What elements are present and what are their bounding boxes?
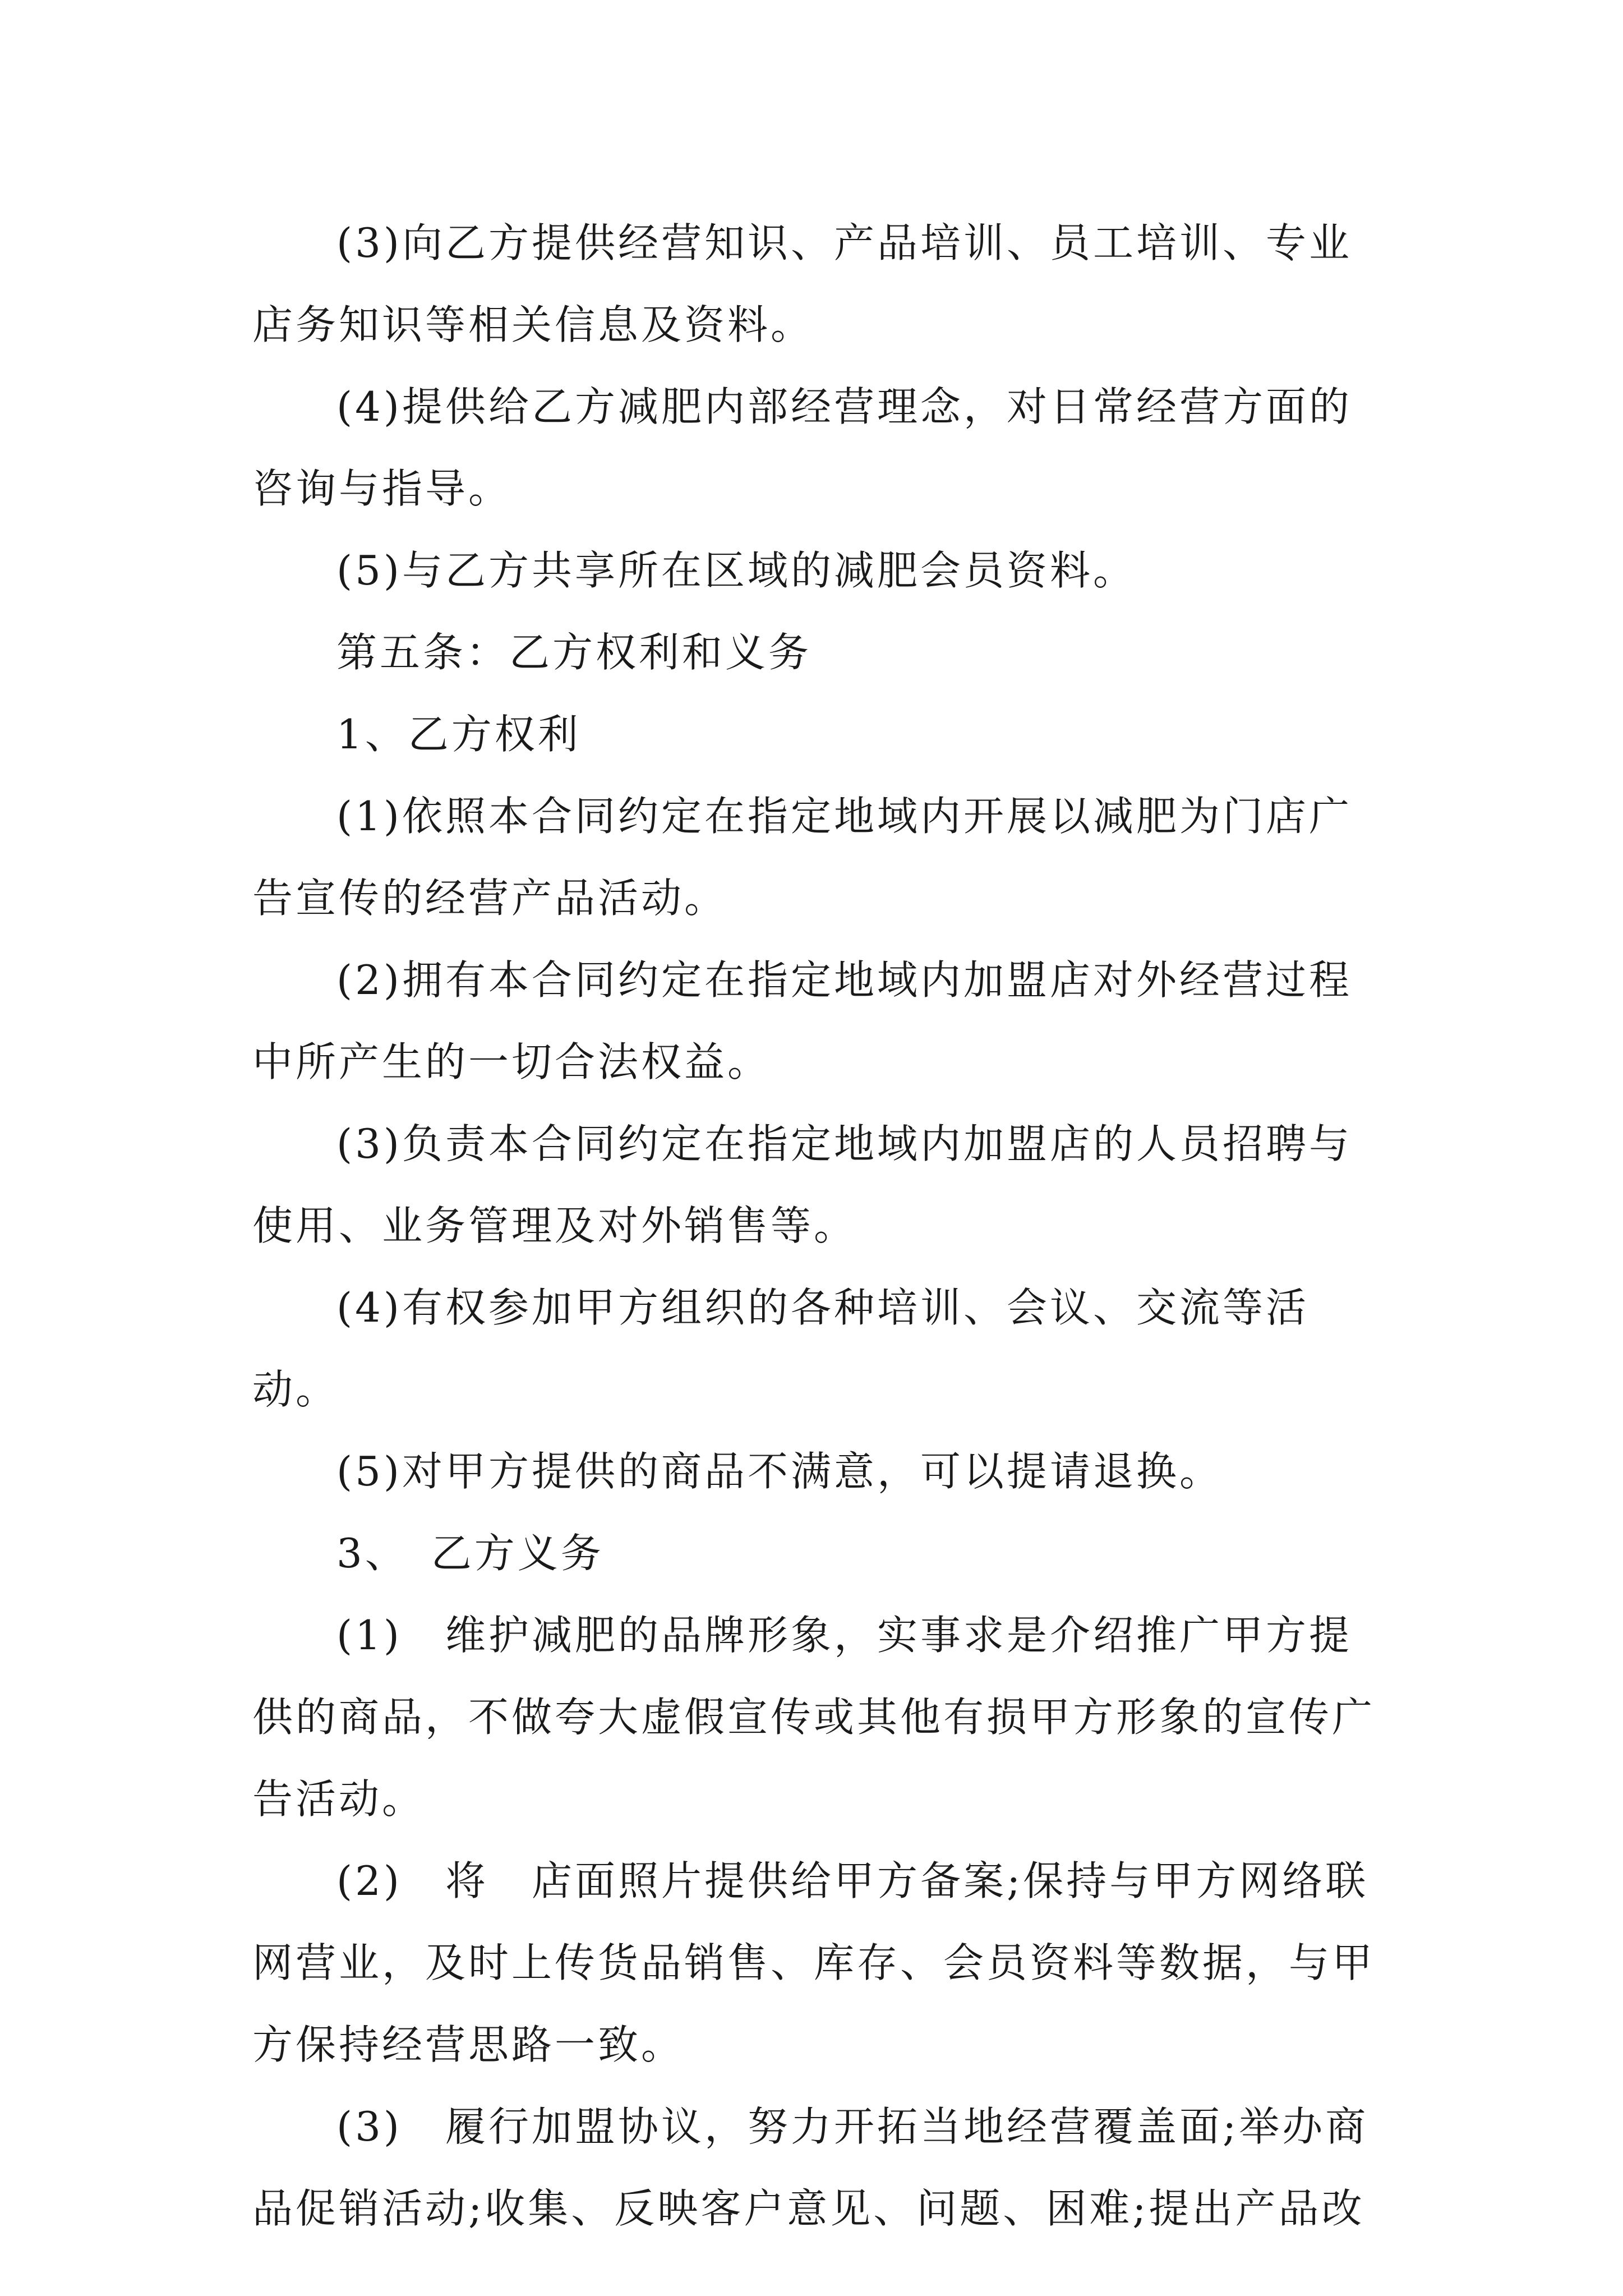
subsection-heading: 3、 乙方义务	[336, 1530, 604, 1577]
paragraph: (5)对甲方提供的商品不满意，可以提请退换。	[336, 1448, 1223, 1495]
paragraph: (5)与乙方共享所在区域的减肥会员资料。	[336, 547, 1136, 594]
paragraph: (4)提供给乙方减肥内部经营理念，对日常经营方面的咨询与指导。	[252, 383, 1352, 512]
subsection-heading: 1、乙方权利	[336, 711, 581, 758]
paragraph: (2)拥有本合同约定在指定地域内加盟店对外经营过程中所产生的一切合法权益。	[252, 956, 1352, 1085]
paragraph: (1)依照本合同约定在指定地域内开展以减肥为门店广告宣传的经营产品活动。	[252, 793, 1352, 922]
paragraph: (3) 履行加盟协议，努力开拓当地经营覆盖面;举办商品促销活动;收集、反映客户意见、问题、困难;提出产品改	[252, 2103, 1369, 2232]
paragraph: (4)有权参加甲方组织的各种培训、会议、交流等活动。	[252, 1284, 1309, 1413]
paragraph: (3)向乙方提供经营知识、产品培训、员工培训、专业店务知识等相关信息及资料。	[252, 219, 1352, 348]
paragraph: (2) 将 店面照片提供给甲方备案;保持与甲方网络联网营业，及时上传货品销售、库存、会员资料等数据，与甲方保持经营思路一致。	[252, 1857, 1376, 2068]
document-body	[252, 202, 1385, 2249]
section-heading: 第五条：乙方权利和义务	[336, 629, 812, 676]
paragraph: (1) 维护减肥的品牌形象，实事求是介绍推广甲方提供的商品，不做夸大虚假宣传或其他有损甲方形象的宣传广告活动。	[252, 1612, 1376, 1823]
paragraph: (3)负责本合同约定在指定地域内加盟店的人员招聘与使用、业务管理及对外销售等。	[252, 1120, 1352, 1249]
